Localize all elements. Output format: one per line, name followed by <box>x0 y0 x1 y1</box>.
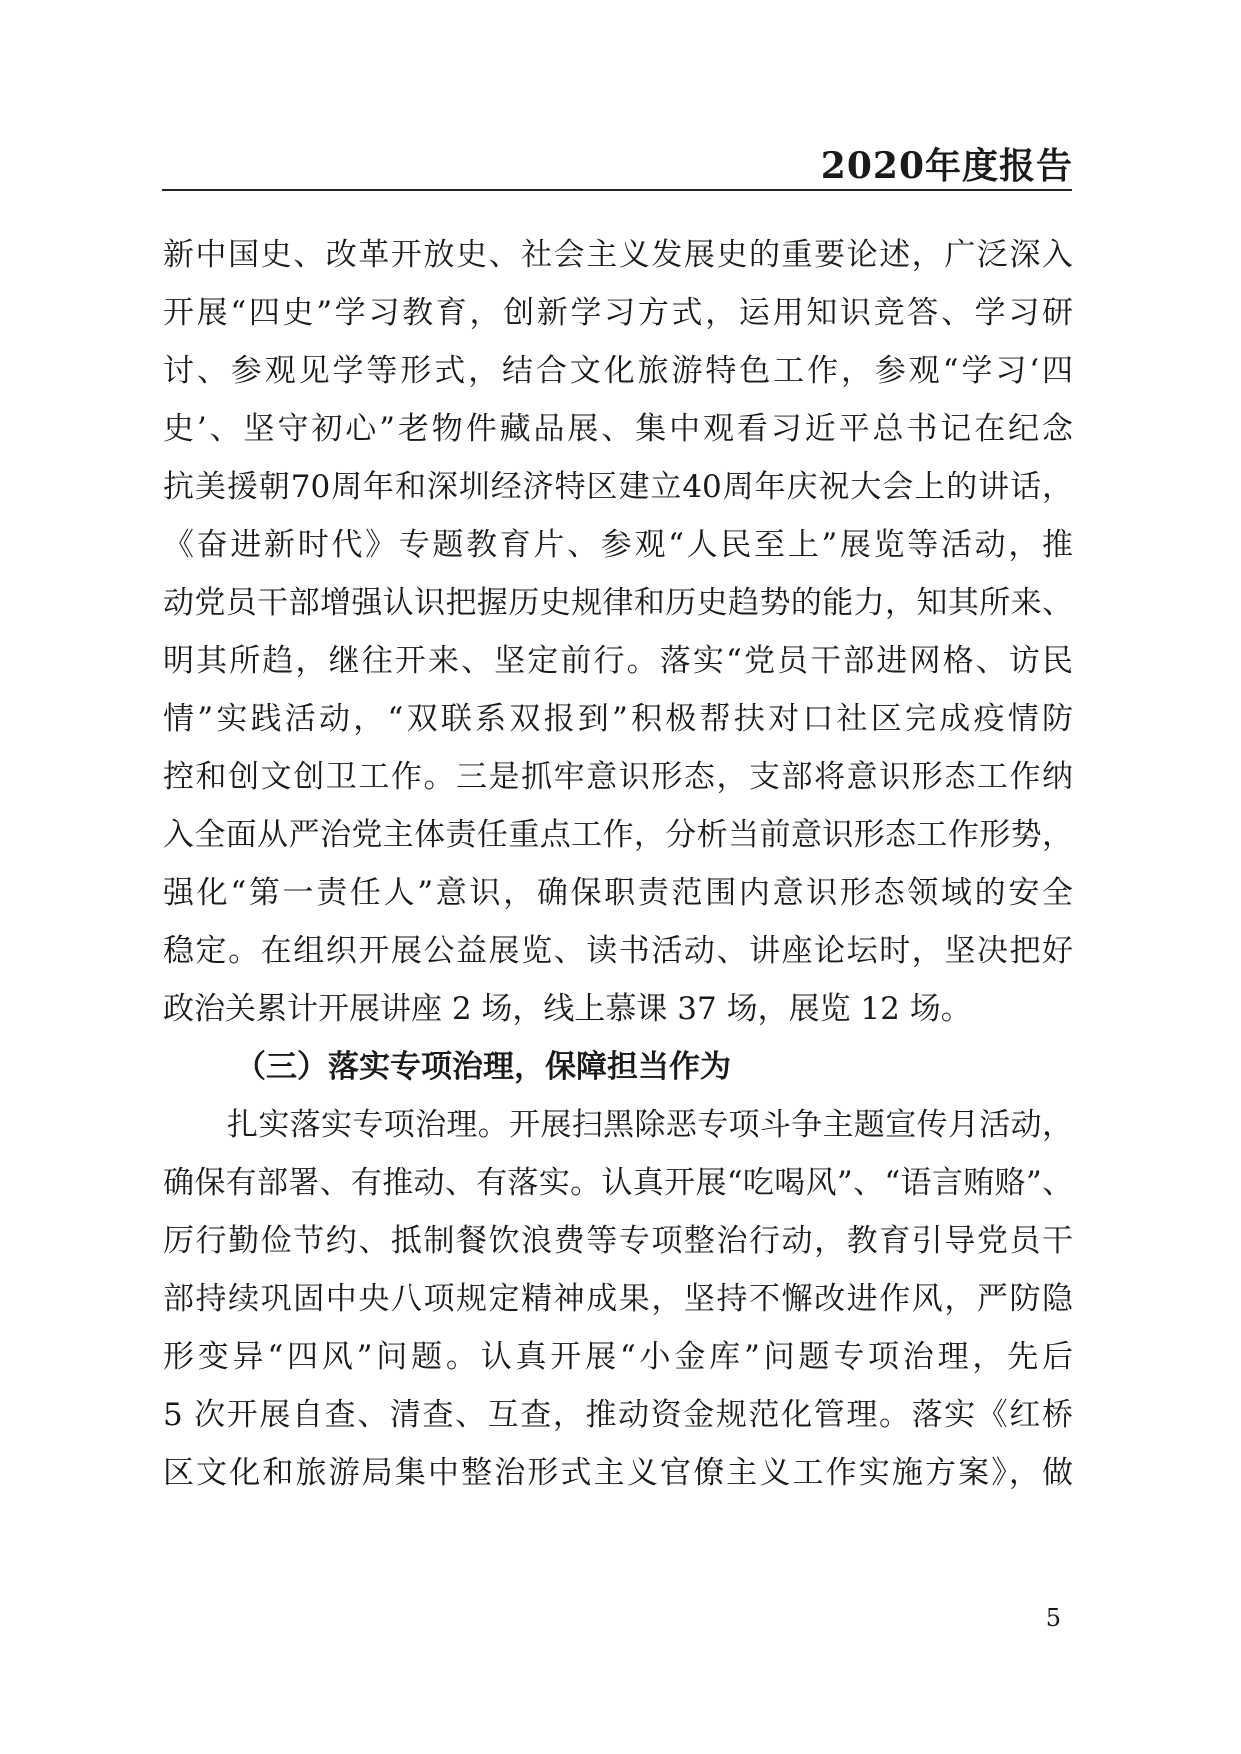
page-number: 5 <box>1045 1604 1061 1632</box>
text-line: 形变异“四风”问题。认真开展“小金库”问题专项治理，先后 <box>163 1339 1073 1375</box>
text-line: 抗美援朝70周年和深圳经济特区建立40周年庆祝大会上的讲话， <box>163 469 1073 505</box>
text-line: 5 次开展自查、清查、互查，推动资金规范化管理。落实《红桥 <box>163 1397 1073 1433</box>
text-line: 部持续巩固中央八项规定精神成果，坚持不懈改进作风，严防隐 <box>163 1281 1073 1317</box>
text-line: 开展“四史”学习教育，创新学习方式，运用知识竞答、学习研 <box>163 295 1073 331</box>
paragraph-first-line: 扎实落实专项治理。开展扫黑除恶专项斗争主题宣传月活动， <box>227 1107 1073 1143</box>
text-line: 情”实践活动，“双联系双报到”积极帮扶对口社区完成疫情防 <box>163 701 1073 737</box>
text-line: 控和创文创卫工作。三是抓牢意识形态，支部将意识形态工作纳 <box>163 759 1073 795</box>
header-rule <box>162 189 1072 191</box>
header-title: 2020年度报告 <box>820 145 1073 187</box>
section-heading: （三）落实专项治理，保障担当作为 <box>235 1049 731 1085</box>
text-line: 区文化和旅游局集中整治形式主义官僚主义工作实施方案》，做 <box>163 1455 1073 1491</box>
text-line: 明其所趋，继往开来、坚定前行。落实“党员干部进网格、访民 <box>163 643 1073 679</box>
text-line: 厉行勤俭节约、抵制餐饮浪费等专项整治行动，教育引导党员干 <box>163 1223 1073 1259</box>
text-line: 动党员干部增强认识把握历史规律和历史趋势的能力，知其所来、 <box>163 585 1073 621</box>
text-line: 稳定。在组织开展公益展览、读书活动、讲座论坛时，坚决把好 <box>163 933 1073 969</box>
text-line: 《奋进新时代》专题教育片、参观“人民至上”展览等活动，推 <box>163 527 1073 563</box>
text-line: 讨、参观见学等形式，结合文化旅游特色工作，参观“学习‘四 <box>163 353 1073 389</box>
text-line: 入全面从严治党主体责任重点工作，分析当前意识形态工作形势， <box>163 817 1073 853</box>
text-line: 强化“第一责任人”意识，确保职责范围内意识形态领域的安全 <box>163 875 1073 911</box>
text-line: 史’、坚守初心”老物件藏品展、集中观看习近平总书记在纪念 <box>163 411 1073 447</box>
text-line: 政治关累计开展讲座 2 场，线上慕课 37 场，展览 12 场。 <box>163 991 972 1027</box>
body-text <box>163 226 1073 1502</box>
text-line: 新中国史、改革开放史、社会主义发展史的重要论述，广泛深入 <box>163 237 1073 273</box>
text-line: 确保有部署、有推动、有落实。认真开展“吃喝风”、“语言贿赂”、 <box>163 1165 1073 1201</box>
